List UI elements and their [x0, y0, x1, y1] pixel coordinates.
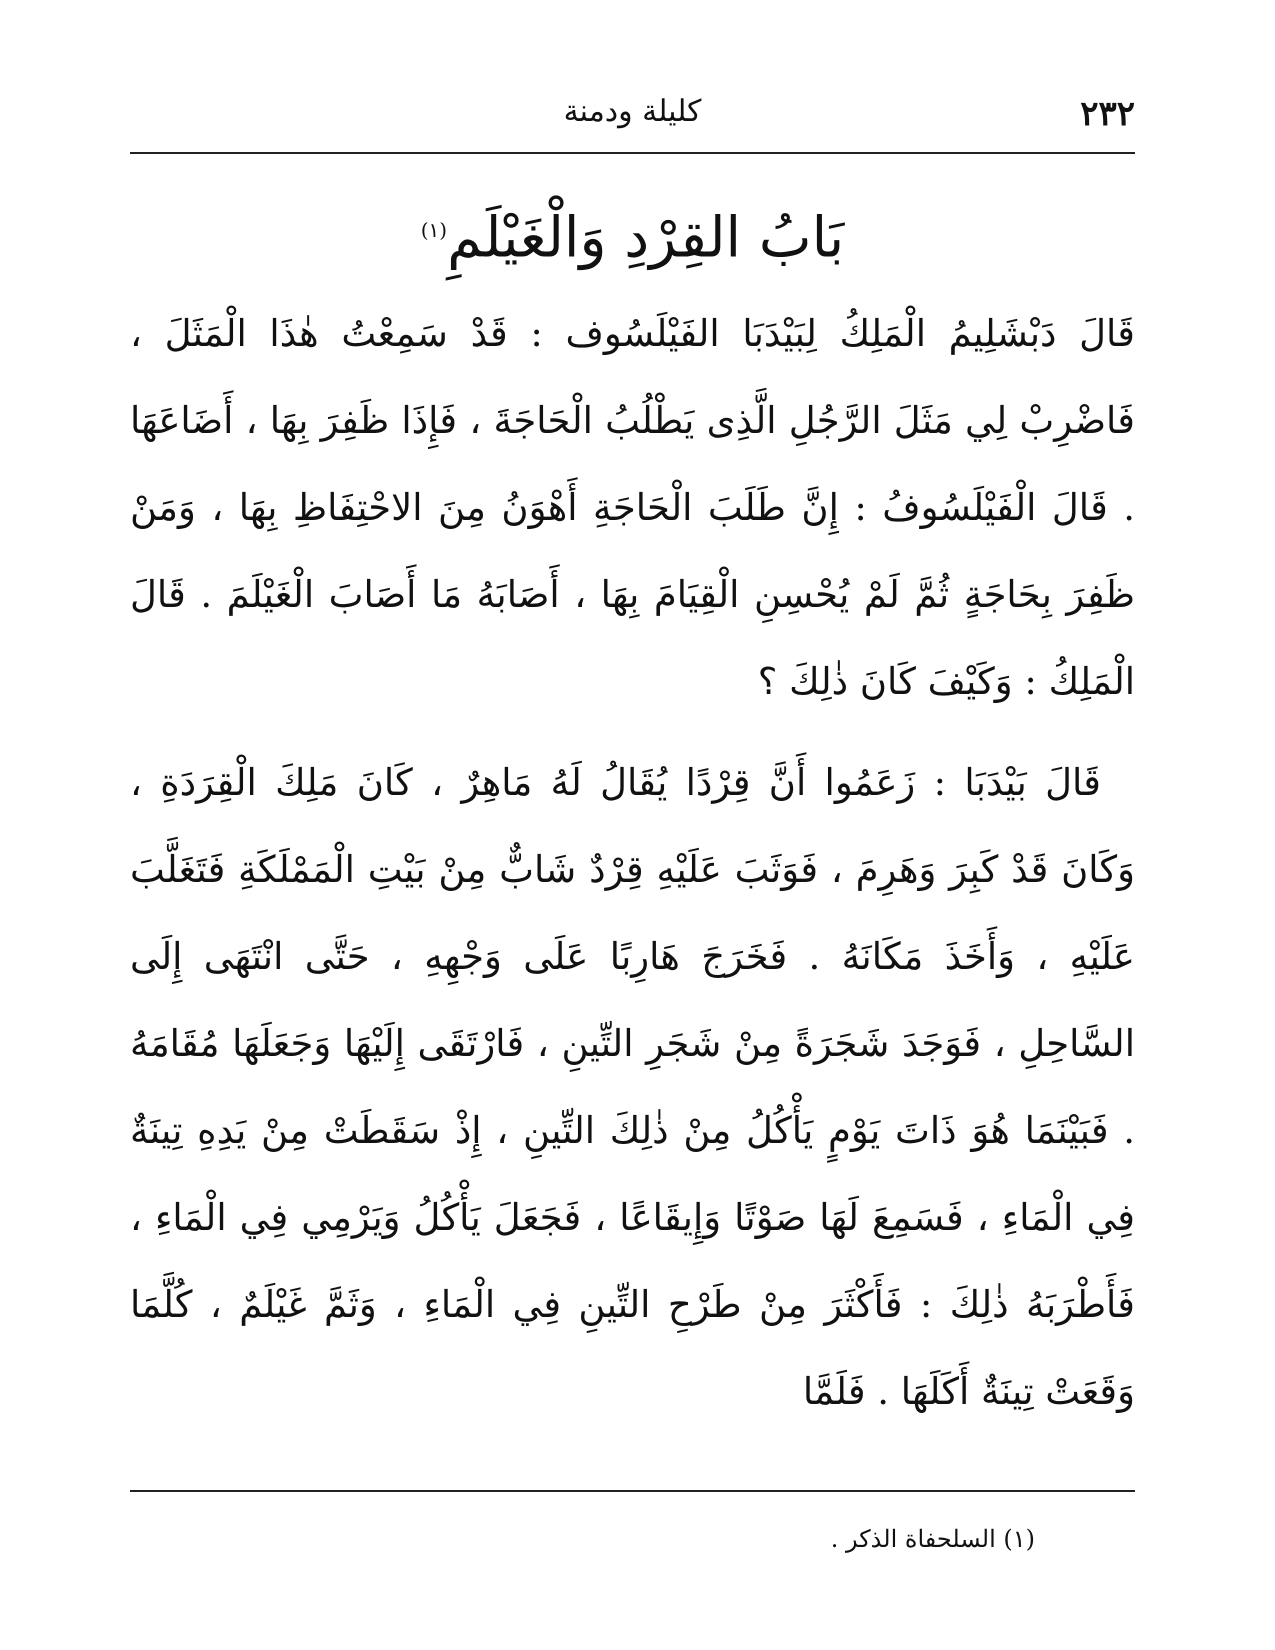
paragraph-1: قَالَ دَبْشَلِيمُ الْمَلِكُ لِبَيْدَبَا الفَيْلَسُوف : قَدْ سَمِعْتُ هٰذَا الْمَثَلَ ، فَاضْرِبْ لِي مَثَلَ الرَّجُلِ الَّذِى يَطْلُبُ الْحَاجَةَ ، فَإِذَا ظَفِرَ بِهَا ، أَضَاعَهَا . قَالَ الْفَيْلَسُوفُ : إِنَّ طَلَبَ الْحَاجَةِ أَهْوَنُ مِنَ الاحْتِفَاظِ بِهَا ، وَمَنْ ظَفِرَ بِحَاجَةٍ ثُمَّ لَمْ يُحْسِنِ الْقِيَامَ بِهَا ، أَصَابَهُ مَا أَصَابَ الْغَيْلَمَ . قَالَ الْمَلِكُ : وَكَيْفَ كَانَ ذٰلِكَ ؟ [130, 312, 1135, 703]
paragraph-2: قَالَ بَيْدَبَا : زَعَمُوا أَنَّ قِرْدًا يُقَالُ لَهُ مَاهِرٌ ، كَانَ مَلِكَ الْقِرَدَةِ ، وَكَانَ قَدْ كَبِرَ وَهَرِمَ ، فَوَثَبَ عَلَيْهِ قِرْدٌ شَابٌّ مِنْ بَيْتِ الْمَمْلَكَةِ فَتَغَلَّبَ عَلَيْهِ ، وَأَخَذَ مَكَانَهُ . فَخَرَجَ هَارِبًا عَلَى وَجْهِهِ ، حَتَّى انْتَهَى إِلَى السَّاحِلِ ، فَوَجَدَ شَجَرَةً مِنْ شَجَرِ التِّينِ ، فَارْتَقَى إِلَيْهَا وَجَعَلَهَا مُقَامَهُ . فَبَيْنَمَا هُوَ ذَاتَ يَوْمٍ يَأْكُلُ مِنْ ذٰلِكَ التِّينِ ، إِذْ سَقَطَتْ مِنْ يَدِهِ تِينَةٌ فِي الْمَاءِ ، فَسَمِعَ لَهَا صَوْتًا وَإِيقَاعًا ، فَجَعَلَ يَأْكُلُ وَيَرْمِي فِي الْمَاءِ ، فَأَطْرَبَهُ ذٰلِكَ : فَأَكْثَرَ مِنْ طَرْحِ التِّينِ فِي الْمَاءِ ، وَثَمَّ غَيْلَمٌ ، كُلَّمَا وَقَعَتْ تِينَةٌ أَكَلَهَا . فَلَمَّا [130, 761, 1135, 1413]
running-header [130, 86, 1135, 146]
chapter-title [130, 190, 1135, 279]
footnote-marker: (١) [420, 218, 448, 242]
body-text [130, 290, 1135, 1435]
chapter-title-text: بَابُ القِرْدِ وَالْغَيْلَمِ [447, 205, 845, 271]
book-title: كليلة ودمنة [563, 94, 702, 129]
footnote-rule [130, 1490, 1135, 1492]
header-rule [130, 152, 1135, 154]
page-number: ٢٣٢ [1080, 94, 1135, 134]
footnote: (١) السلحفاة الذكر . [830, 1525, 1035, 1553]
